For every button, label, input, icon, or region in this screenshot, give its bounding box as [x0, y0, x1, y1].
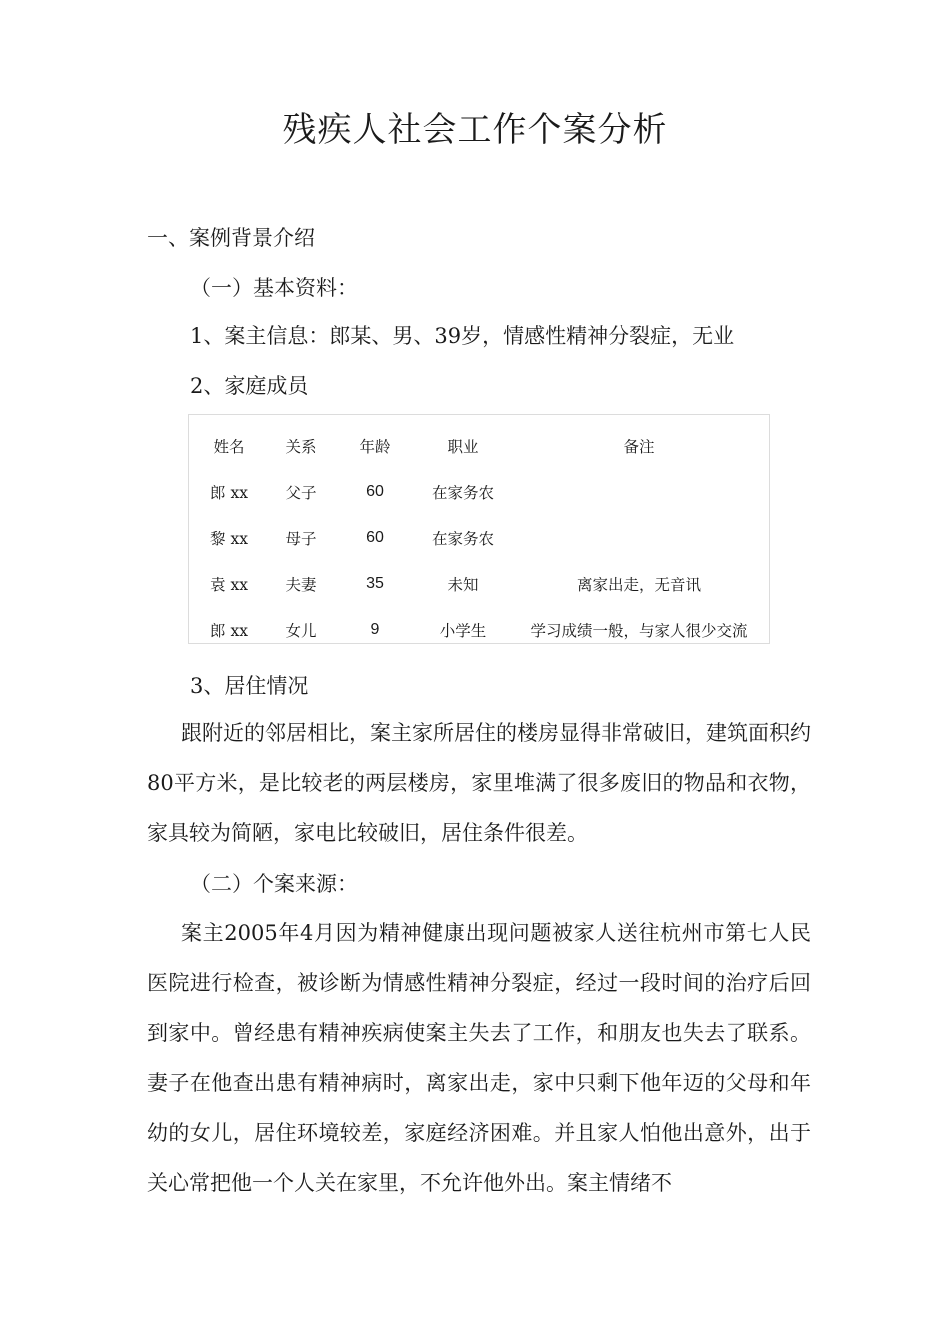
table-row: [189, 469, 769, 515]
table-row: [189, 515, 769, 561]
cell-name: 黎 xx: [210, 530, 248, 548]
cell-remarks: [509, 469, 769, 515]
cell-relation: 父子: [285, 484, 317, 502]
subsection-heading-case-source: （二）个案来源：: [190, 872, 358, 896]
cell-occupation: 未知: [447, 576, 479, 594]
header-remarks: 备注: [623, 438, 655, 456]
cell-age: 60: [366, 529, 384, 546]
table-header-row: [189, 423, 769, 469]
cell-remarks: 离家出走，无音讯: [576, 576, 701, 594]
client-info-line: 1、案主信息：郎某、男、39岁，情感性精神分裂症，无业: [190, 324, 735, 348]
living-conditions-heading: 3、居住情况: [190, 674, 309, 698]
subsection-heading-basic-info: （一）基本资料：: [190, 276, 358, 300]
family-members-heading: 2、家庭成员: [190, 374, 309, 398]
section-heading-background: 一、案例背景介绍: [147, 226, 315, 250]
table-row: [189, 561, 769, 607]
cell-age: 9: [370, 621, 380, 638]
cell-relation: 母子: [285, 530, 317, 548]
cell-remarks: 学习成绩一般，与家人很少交流: [530, 622, 748, 640]
cell-age: 35: [366, 575, 384, 592]
cell-age: 60: [366, 483, 384, 500]
table-row: [189, 607, 769, 653]
cell-relation: 女儿: [285, 622, 317, 640]
header-occupation: 职业: [447, 438, 479, 456]
family-members-table: [188, 414, 770, 644]
cell-relation: 夫妻: [285, 576, 317, 594]
case-source-paragraph: 案主2005年4月因为精神健康出现问题被家人送往杭州市第七人民医院进行检查，被诊断为情感性精神分裂症，经过一段时间的治疗后回到家中。曾经患有精神疾病使案主失去了工作，和朋友也失去了联系。妻子在他查出患有精神病时，离家出走，家中只剩下他年迈的父母和年幼的女儿，居住环境较差，家庭经济困难。并且家人怕他出意外，出于关心常把他一个人关在家里，不允许他外出。案主情绪不: [147, 921, 811, 1195]
living-conditions-paragraph: 跟附近的邻居相比，案主家所居住的楼房显得非常破旧，建筑面积约80平方米，是比较老的两层楼房，家里堆满了很多废旧的物品和衣物，家具较为简陋，家电比较破旧，居住条件很差。: [147, 721, 811, 845]
cell-occupation: 在家务农: [431, 484, 494, 502]
cell-name: 袁 xx: [210, 576, 248, 594]
header-age: 年龄: [359, 438, 391, 456]
cell-name: 郎 xx: [210, 484, 248, 502]
cell-occupation: 在家务农: [431, 530, 494, 548]
cell-occupation: 小学生: [439, 622, 487, 640]
cell-name: 郎 xx: [210, 622, 248, 640]
document-title: 残疾人社会工作个案分析: [282, 110, 668, 150]
cell-remarks: [509, 515, 769, 561]
header-name: 姓名: [213, 438, 245, 456]
header-relation: 关系: [285, 438, 317, 456]
